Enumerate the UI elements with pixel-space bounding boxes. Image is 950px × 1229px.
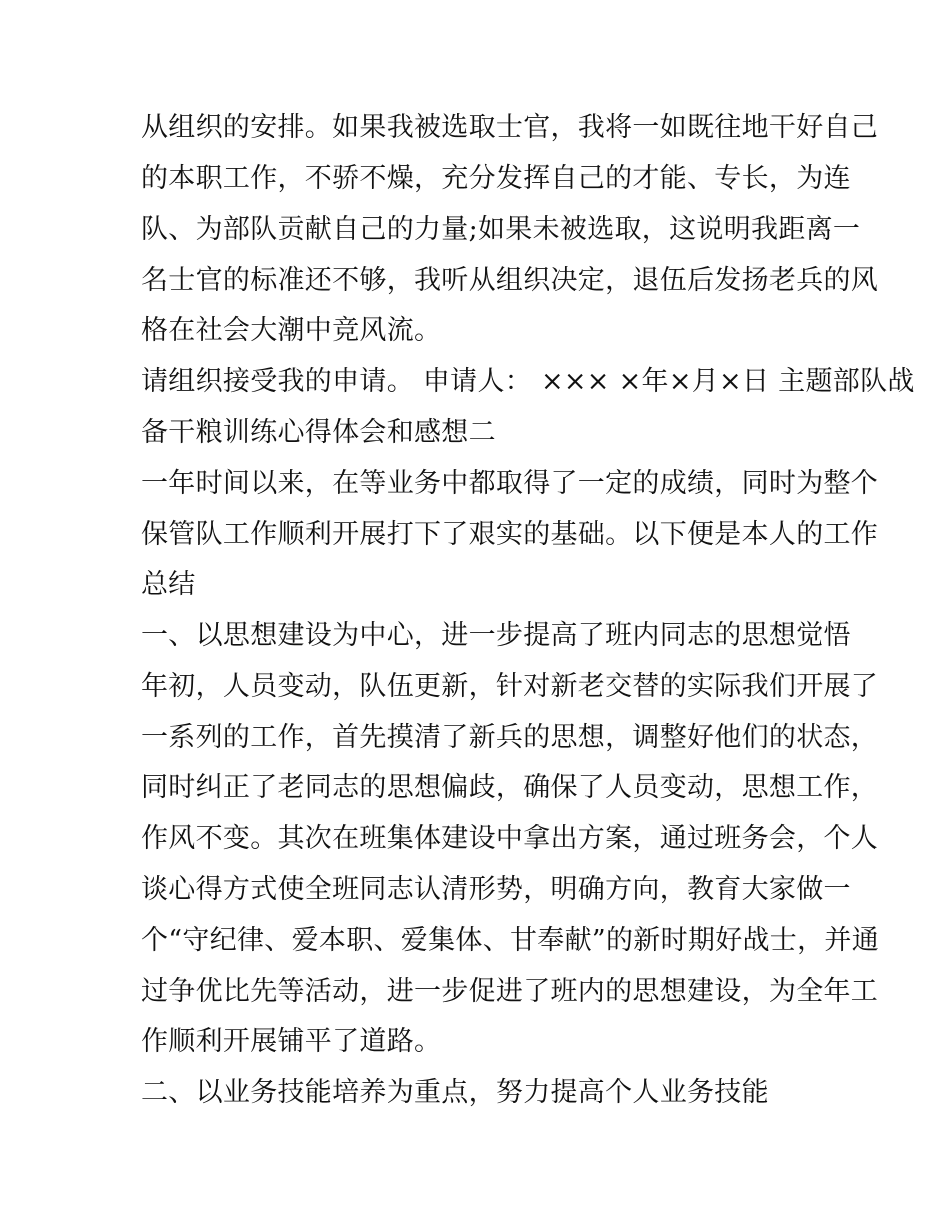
text-line: 谈心得方式使全班同志认清形势，明确方向，教育大家做一 <box>141 874 851 905</box>
text-line: 过争优比先等活动，进一步促进了班内的思想建设，为全年工 <box>141 976 879 1007</box>
text-line: 总结 <box>141 569 196 600</box>
text-line: 名士官的标准还不够，我听从组织决定，退伍后发扬老兵的风 <box>141 265 879 296</box>
section-heading: 二、以业务技能培养为重点，努力提高个人业务技能 <box>141 1077 769 1108</box>
text-line: 请组织接受我的申请。 申请人： ××× ×年×月×日 主题部队战 <box>141 366 915 397</box>
text-line: 的本职工作，不骄不燥，充分发挥自己的才能、专长，为连 <box>141 163 851 194</box>
text-line: 一年时间以来，在等业务中都取得了一定的成绩，同时为整个 <box>141 468 879 499</box>
text-line: 格在社会大潮中竞风流。 <box>141 315 442 346</box>
section-heading: 一、以思想建设为中心，进一步提高了班内同志的思想觉悟 <box>141 620 851 651</box>
text-line: 年初，人员变动，队伍更新，针对新老交替的实际我们开展了 <box>141 671 879 702</box>
text-line: 个“守纪律、爱本职、爱集体、甘奉献”的新时期好战士，并通 <box>141 925 880 956</box>
text-line: 队、为部队贡献自己的力量;如果未被选取，这说明我距离一 <box>141 214 861 245</box>
text-line: 备干粮训练心得体会和感想二 <box>141 417 496 448</box>
text-line: 同时纠正了老同志的思想偏歧，确保了人员变动，思想工作， <box>141 772 879 803</box>
text-line: 从组织的安排。如果我被选取士官，我将一如既往地干好自己 <box>141 112 879 143</box>
text-line: 保管队工作顺利开展打下了艰实的基础。以下便是本人的工作 <box>141 519 879 550</box>
text-line: 一系列的工作，首先摸清了新兵的思想，调整好他们的状态， <box>141 722 879 753</box>
text-line: 作顺利开展铺平了道路。 <box>141 1026 442 1057</box>
text-line: 作风不变。其次在班集体建设中拿出方案，通过班务会，个人 <box>141 823 879 854</box>
